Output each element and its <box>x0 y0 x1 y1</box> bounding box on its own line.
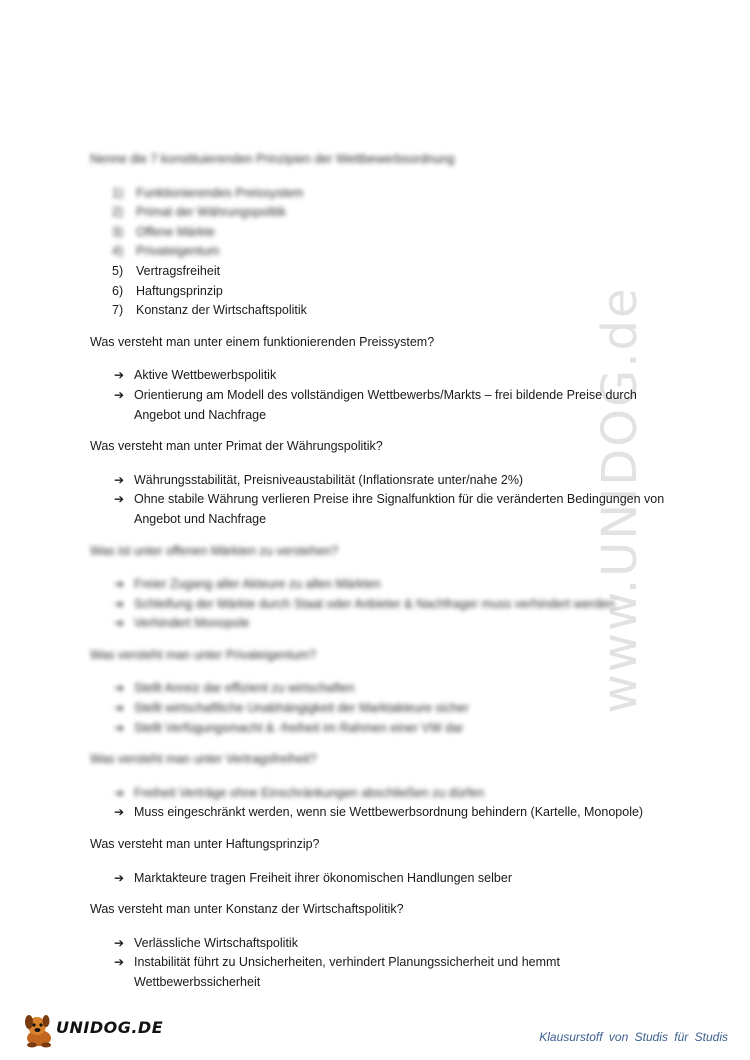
principle-item <box>112 301 670 321</box>
answer-item <box>114 386 670 425</box>
answer-list <box>90 471 670 530</box>
question-heading: Was ist unter offenen Märkten zu verstehen? <box>90 543 339 558</box>
answer-text: Orientierung am Modell des vollständigen Wettbewerbs/Markts – frei bildende Preise durch Angebot und Nachfrage <box>134 387 637 422</box>
principle-item <box>112 203 670 223</box>
principle-number: 6) <box>112 283 124 298</box>
answer-text: Aktive Wettbewerbspolitik <box>134 368 277 383</box>
principles-list <box>90 184 670 321</box>
principle-text: Vertragsfreiheit <box>136 263 221 278</box>
principle-number: 4) <box>112 244 124 259</box>
answer-list <box>90 934 670 993</box>
answer-item <box>114 934 670 954</box>
principle-item <box>112 262 670 282</box>
answer-item <box>114 699 670 719</box>
answer-text: Schleifung der Märkte durch Staat oder Anbieter & Nachfrager muss verhindert werden <box>134 596 615 611</box>
principle-text: Offene Märkte <box>136 224 215 239</box>
answer-text: Verlässliche Wirtschaftspolitik <box>134 935 298 950</box>
arrow-right-icon: ➔ <box>114 805 125 820</box>
unidog-logo <box>22 1012 162 1050</box>
answer-item <box>114 595 670 615</box>
arrow-right-icon: ➔ <box>114 870 125 885</box>
answer-text: Marktakteure tragen Freiheit ihrer ökonomischen Handlungen selber <box>134 870 512 885</box>
arrow-right-icon: ➔ <box>114 368 125 383</box>
arrow-right-icon: ➔ <box>114 701 125 716</box>
document-content <box>90 150 670 1005</box>
answer-item <box>114 575 670 595</box>
question-heading: Was versteht man unter Primat der Währungspolitik? <box>90 439 383 454</box>
answer-list <box>90 679 670 738</box>
answer-item <box>114 719 670 739</box>
principle-number: 3) <box>112 224 124 239</box>
answer-text: Ohne stabile Währung verlieren Preise ihre Signalfunktion für die veränderten Bedingungen von Angebot und Nachfrage <box>134 492 665 526</box>
answer-item <box>114 614 670 634</box>
question-heading: Was versteht man unter Konstanz der Wirtschaftspolitik? <box>90 902 404 917</box>
answer-item <box>114 490 670 529</box>
qa-sections <box>90 333 670 993</box>
arrow-right-icon: ➔ <box>114 681 125 696</box>
arrow-right-icon: ➔ <box>114 596 125 611</box>
principle-text: Funktionierendes Preissystem <box>136 185 304 200</box>
arrow-right-icon: ➔ <box>114 577 125 592</box>
answer-text: Stellt Verfügungsmacht & -freiheit im Rahmen einer VW dar <box>134 720 464 735</box>
arrow-right-icon: ➔ <box>114 720 125 735</box>
intro-heading: Nenne die 7 konstituierenden Prinzipien der Wettbewerbsordnung <box>90 152 455 166</box>
question-heading: Was versteht man unter Privateigentum? <box>90 647 317 662</box>
answer-item <box>114 366 670 386</box>
principle-number: 1) <box>112 185 124 200</box>
answer-text: Verhindert Monopole <box>134 616 250 631</box>
principle-text: Privateigentum <box>136 244 220 259</box>
answer-item <box>114 803 670 823</box>
arrow-right-icon: ➔ <box>114 935 125 950</box>
answer-text: Freiheit Verträge ohne Einschränkungen abschließen zu dürfen <box>134 785 485 800</box>
question-heading: Was versteht man unter einem funktionierenden Preissystem? <box>90 334 435 349</box>
principle-text: Konstanz der Wirtschaftspolitik <box>136 303 307 318</box>
arrow-right-icon: ➔ <box>114 472 125 487</box>
answer-list <box>90 575 670 634</box>
answer-text: Freier Zugang aller Akteure zu allen Märkten <box>134 577 381 592</box>
answer-item <box>114 784 670 804</box>
question-heading: Was versteht man unter Haftungsprinzip? <box>90 837 320 852</box>
principle-number: 5) <box>112 263 124 278</box>
question-heading: Was versteht man unter Vertragsfreiheit? <box>90 752 317 767</box>
principle-item <box>112 242 670 262</box>
answer-text: Instabilität führt zu Unsicherheiten, verhindert Planungssicherheit und hemmt Wettbewerbssicherheit <box>134 955 560 989</box>
principle-item <box>112 184 670 204</box>
principle-text: Haftungsprinzip <box>136 283 223 298</box>
watermark: www.UNIDOG.de <box>592 286 648 714</box>
arrow-right-icon: ➔ <box>114 785 125 800</box>
answer-list <box>90 366 670 425</box>
dog-mascot-icon <box>22 1012 56 1048</box>
answer-item <box>114 679 670 699</box>
principle-item <box>112 223 670 243</box>
logo-wordmark: UNIDOG.DE <box>56 1018 164 1037</box>
answer-text: Währungsstabilität, Preisniveaustabilität (Inflationsrate unter/nahe 2%) <box>134 472 524 487</box>
footer-tagline: Klausurstoff von Studis für Studis <box>539 1030 728 1044</box>
answer-item <box>114 471 670 491</box>
arrow-right-icon: ➔ <box>114 387 125 402</box>
answer-text: Stellt wirtschaftliche Unabhängigkeit der Marktakteure sicher <box>134 701 469 716</box>
answer-text: Muss eingeschränkt werden, wenn sie Wettbewerbsordnung behindern (Kartelle, Monopole) <box>134 805 644 820</box>
answer-text: Stellt Anreiz dar effizient zu wirtschaften <box>134 681 355 696</box>
principle-text: Primat der Währungspolitik <box>136 205 287 220</box>
arrow-right-icon: ➔ <box>114 492 125 507</box>
answer-item <box>114 869 670 889</box>
answer-item <box>114 953 670 992</box>
principle-item <box>112 282 670 302</box>
arrow-right-icon: ➔ <box>114 955 125 970</box>
principle-number: 2) <box>112 205 124 220</box>
answer-list <box>90 784 670 823</box>
arrow-right-icon: ➔ <box>114 616 125 631</box>
principle-number: 7) <box>112 303 124 318</box>
answer-list <box>90 869 670 889</box>
